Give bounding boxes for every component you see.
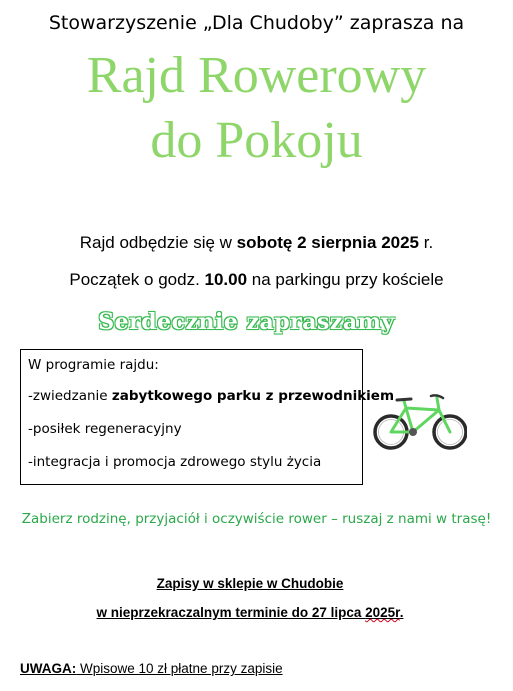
intro-text: Stowarzyszenie „Dla Chudoby” zaprasza na bbox=[48, 12, 465, 34]
start-time: 10.00 bbox=[204, 270, 248, 289]
welcome-heading: Serdecznie zapraszamy bbox=[98, 309, 395, 335]
event-date-line bbox=[0, 233, 513, 253]
registration-deadline-year: 2025r bbox=[365, 605, 400, 620]
registration-deadline bbox=[0, 605, 500, 620]
fee-notice-text: Wpisowe 10 zł płatne przy zapisie bbox=[76, 661, 283, 676]
call-to-action: Zabierz rodzinę, przyjaciół i oczywiście rower – ruszaj z nami w trasę! bbox=[21, 511, 492, 527]
registration-deadline-end: . bbox=[399, 605, 404, 620]
program-item-park bbox=[28, 388, 394, 404]
fee-notice bbox=[20, 661, 283, 676]
event-title-line-2: do Pokoju bbox=[150, 112, 363, 169]
event-date: sobotę 2 sierpnia 2025 bbox=[236, 233, 420, 252]
program-box bbox=[20, 349, 395, 485]
registration-deadline-text: w nieprzekraczalnym terminie do 27 lipca bbox=[96, 605, 366, 620]
start-time-line bbox=[0, 270, 513, 290]
program-item-park-highlight: zabytkowego parku z przewodnikiem bbox=[111, 388, 395, 404]
registration-place: Zapisy w sklepie w Chudobie bbox=[156, 576, 344, 591]
program-item-meal: -posiłek regeneracyjny bbox=[28, 421, 182, 437]
date-text-after: r. bbox=[419, 233, 434, 252]
start-text-after: na parkingu przy kościele bbox=[247, 270, 444, 289]
fee-notice-label: UWAGA: bbox=[20, 661, 77, 676]
program-item-integration: -integracja i promocja zdrowego stylu życia bbox=[28, 454, 322, 470]
date-text-before: Rajd odbędzie się w bbox=[79, 233, 237, 252]
event-title-line-1: Rajd Rowerowy bbox=[86, 47, 427, 104]
program-heading: W programie rajdu: bbox=[28, 357, 159, 373]
start-text-before: Początek o godz. bbox=[69, 270, 205, 289]
program-item-park-prefix: -zwiedzanie bbox=[28, 388, 112, 404]
bicycle-icon bbox=[373, 386, 467, 454]
